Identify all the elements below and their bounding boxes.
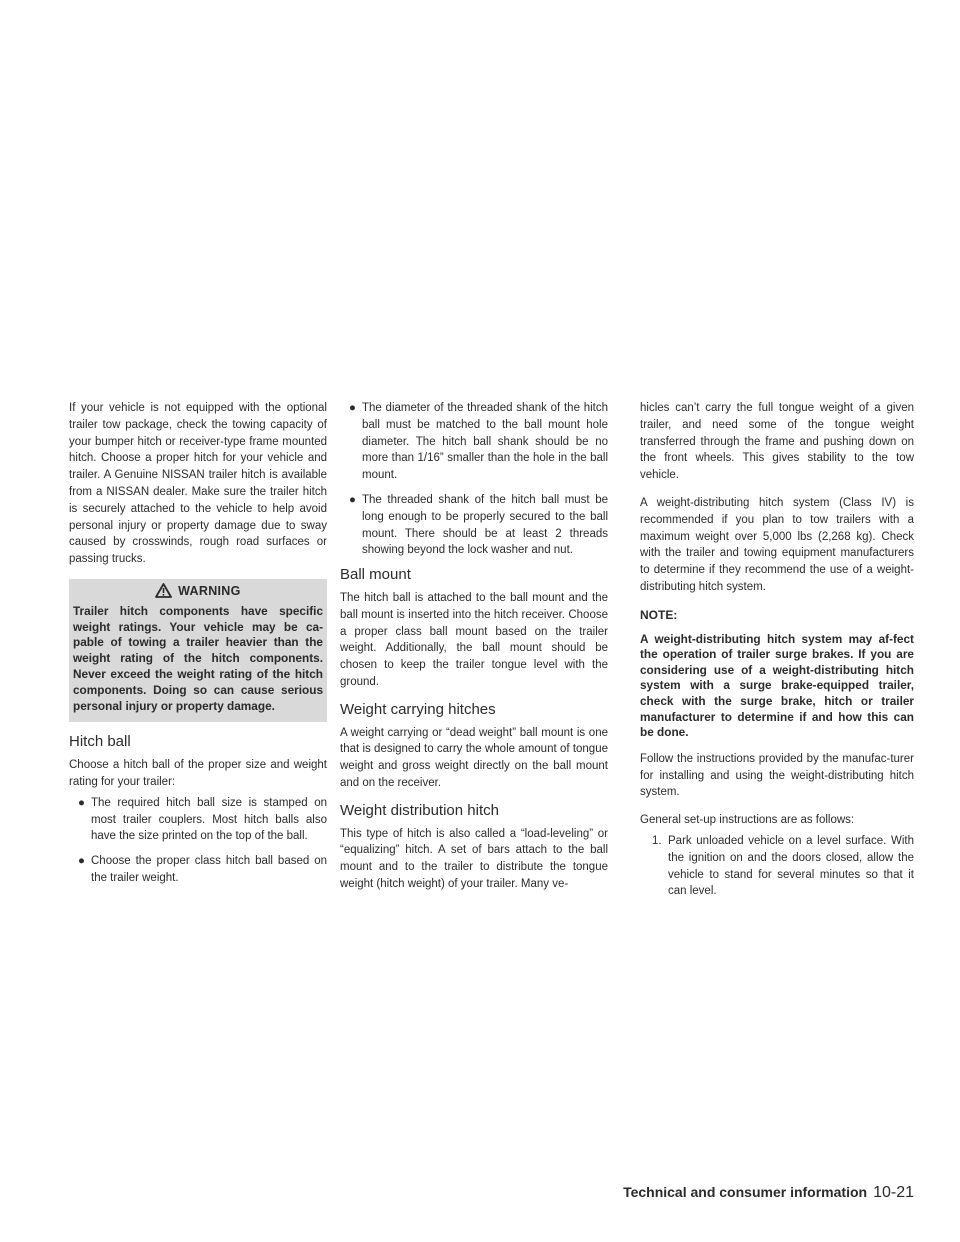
- weight-carrying-text: A weight carrying or “dead weight” ball mount is one that is designed to carry the whole amount of tongue weight and gross weight directly on the ball mount and on the receiver.: [340, 726, 608, 789]
- list-item: [69, 853, 327, 887]
- weight-distribution-heading: Weight distribution hitch: [340, 801, 499, 819]
- warning-text: Trailer hitch components have specific weight ratings. Your vehicle may be ca-pable of towing a trailer heavier than the weight rating of the hitch components. Never exceed the weight rating of the hitch components. Doing so can cause serious personal injury or property damage.: [73, 603, 323, 713]
- list-item: [340, 400, 608, 484]
- step-number: 1.: [652, 834, 662, 847]
- bullet-icon: ●: [78, 855, 85, 868]
- step-item: [652, 833, 914, 900]
- setup-intro: General set-up instructions are as follows:: [640, 814, 855, 827]
- column-1: [69, 400, 327, 895]
- hitch-ball-heading: Hitch ball: [69, 733, 131, 751]
- list-item: [340, 492, 608, 559]
- bullet-icon: ●: [78, 796, 85, 809]
- bullet-text: The diameter of the threaded shank of the hitch ball must be matched to the ball mount hole diameter. The hitch ball shank should be no more than 1/16” smaller than the hole in the ball mount.: [362, 402, 608, 482]
- bullet-text: The required hitch ball size is stamped on most trailer couplers. Most hitch balls also have the size printed on the top of the ball.: [91, 796, 327, 843]
- follow-paragraph: Follow the instructions provided by the manufac-turer for installing and using the weight-distributing hitch system.: [640, 752, 914, 799]
- note-label: NOTE:: [640, 607, 678, 622]
- bullet-text: Choose the proper class hitch ball based on the trailer weight.: [91, 855, 327, 884]
- page-footer: [623, 1184, 914, 1202]
- column-2: [340, 400, 608, 904]
- continuation-paragraph: hicles can’t carry the full tongue weight of a given trailer, and need some of the tongue weight transferred through the frame and pushing down on the front wheels. This gives stability to the tow vehicle.: [640, 402, 914, 482]
- warning-box: [69, 579, 327, 722]
- list-item: [69, 795, 327, 845]
- bullet-icon: ●: [349, 402, 356, 414]
- page-number: 10-21: [873, 1184, 914, 1201]
- warning-title: WARNING: [178, 583, 241, 598]
- ball-mount-text: The hitch ball is attached to the ball mount and the ball mount is inserted into the hitch receiver. Choose a proper class ball mount based on the trailer weight. Additionally, the ball mount should be chosen to keep the trailer tongue level with the ground.: [340, 591, 608, 688]
- bullet-icon: ●: [349, 493, 356, 506]
- footer-section-title: Technical and consumer information: [623, 1184, 868, 1200]
- column-3: [640, 400, 914, 900]
- weight-distribution-text: This type of hitch is also called a “load-leveling” or “equalizing” hitch. A set of bars attach to the ball mount and to the trailer to distribute the tongue weight (hitch weight) of your trailer. Many ve-: [340, 827, 608, 890]
- note-text: A weight-distributing hitch system may af-fect the operation of trailer surge brakes. If you are considering use of a weight-distributing hitch system with a surge brake-equipped trailer, check with the surge brake, hitch or trailer manufacturer to determine if and how this can be done.: [640, 631, 914, 740]
- step-text: Park unloaded vehicle on a level surface. With the ignition on and the doors closed, allow the vehicle to stand for several minutes so that it can level.: [668, 834, 914, 898]
- warning-heading: [73, 583, 323, 600]
- warning-icon: [155, 584, 178, 598]
- intro-paragraph: If your vehicle is not equipped with the optional trailer tow package, check the towing capacity of your bumper hitch or receiver-type frame mounted hitch. Choose a proper hitch for your vehicle and trailer. A Genuine NISSAN trailer hitch is available from a NISSAN dealer. Make sure the trailer hitch is securely attached to the vehicle to help avoid personal injury or property damage due to sway caused by crosswinds, rough road surfaces or passing trucks.: [69, 402, 327, 566]
- weight-carrying-heading: Weight carrying hitches: [340, 700, 496, 718]
- class-iv-paragraph: A weight-distributing hitch system (Class IV) is recommended if you plan to tow trailers with a maximum weight over 5,000 lbs (2,268 kg). Check with the trailer and towing equipment manufacturers to determine if they recommend the use of a weight-distributing hitch system.: [640, 496, 914, 593]
- hitch-ball-intro: Choose a hitch ball of the proper size and weight rating for your trailer:: [69, 759, 327, 788]
- ball-mount-heading: Ball mount: [340, 566, 411, 584]
- bullet-text: The threaded shank of the hitch ball must be long enough to be properly secured to the ball mount. There should be at least 2 threads showing beyond the lock washer and nut.: [362, 493, 608, 557]
